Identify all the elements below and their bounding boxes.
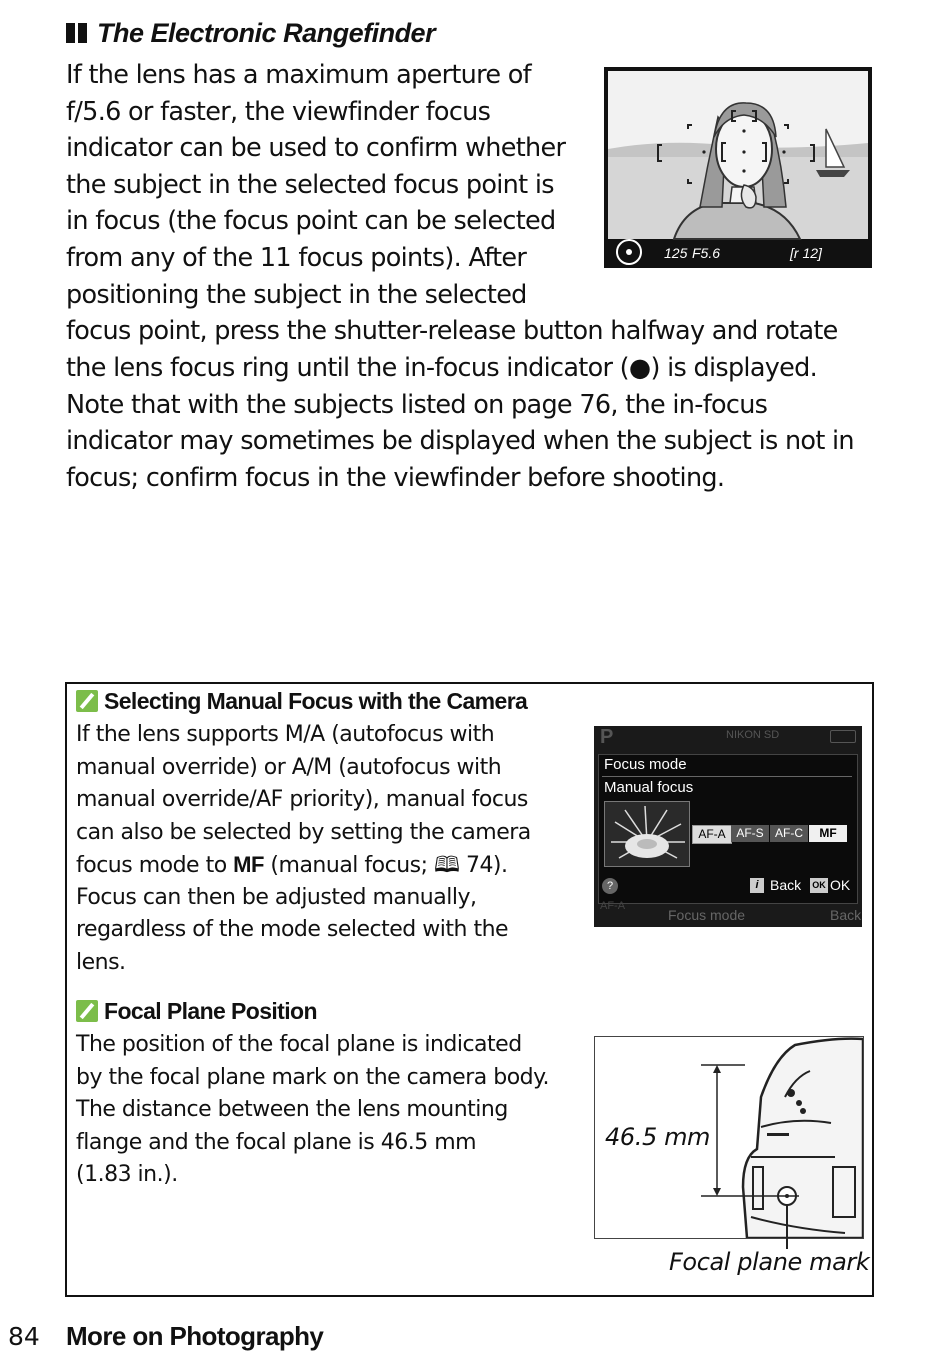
bottom-back-label: Back — [830, 907, 862, 923]
page-number: 84 — [8, 1322, 40, 1351]
mf-bold: MF — [233, 852, 264, 877]
note-line: If the lens supports M/A (autofocus with — [76, 722, 495, 747]
note-manual-title — [76, 688, 527, 715]
option-af-s[interactable]: AF-S — [731, 825, 769, 842]
body-line: focus point, press the shutter-release button halfway and rotate — [66, 316, 838, 346]
note-focal-title-text: Focal Plane Position — [104, 998, 317, 1024]
note-line: manual override/AF priority), manual focus — [76, 787, 528, 812]
bottom-left-label: AF-A — [600, 900, 626, 912]
note-line — [76, 849, 508, 883]
note-line: Focus can then be adjusted manually, — [76, 885, 477, 910]
body-line: If the lens has a maximum aperture of — [66, 60, 531, 90]
option-mf[interactable]: MF — [809, 825, 847, 842]
heading-marker-icon — [78, 23, 87, 43]
in-focus-indicator-icon — [616, 239, 642, 265]
menu-divider — [602, 776, 852, 777]
option-af-c[interactable]: AF-C — [770, 825, 808, 842]
note-line-text: focus mode to — [76, 853, 234, 878]
flower-image — [605, 802, 689, 866]
viewfinder-illustration — [604, 67, 872, 268]
note-line: The distance between the lens mounting — [76, 1097, 508, 1122]
viewfinder-shutter: 125 — [664, 245, 688, 261]
camera-menu-screen — [594, 726, 862, 927]
focal-plane-caption: Focal plane mark — [669, 1248, 870, 1276]
body-line: from any of the 11 focus points). After — [66, 243, 527, 273]
note-line-text: (manual focus; 🕮 74). — [263, 853, 508, 878]
back-label[interactable]: Back — [770, 877, 802, 893]
bottom-mode-label: Focus mode — [668, 907, 746, 923]
note-manual-title-text: Selecting Manual Focus with the Camera — [104, 688, 528, 714]
viewfinder-scene — [604, 67, 872, 268]
note-focal-title — [76, 998, 317, 1025]
body-line: Note that with the subjects listed on page 76, the in-focus — [66, 390, 768, 420]
viewfinder-frames: [r 12] — [790, 245, 822, 261]
note-line: regardless of the mode selected with the — [76, 917, 509, 942]
body-line: f/5.6 or faster, the viewfinder focus — [66, 97, 491, 127]
body-line: focus; confirm focus in the viewfinder before shooting. — [66, 463, 725, 493]
ok-badge-icon: OK — [810, 878, 828, 893]
body-line: the subject in the selected focus point is — [66, 170, 554, 200]
pencil-icon — [76, 690, 98, 712]
chapter-title: More on Photography — [66, 1321, 324, 1351]
note-line: (1.83 in.). — [76, 1162, 178, 1187]
camera-body-diagram — [594, 1036, 864, 1239]
note-line: by the focal plane mark on the camera body. — [76, 1065, 550, 1090]
help-icon[interactable]: ? — [602, 878, 618, 894]
menu-subtitle: Manual focus — [604, 779, 694, 796]
flower-thumbnail — [604, 801, 690, 867]
top-status: NIKON SD — [726, 729, 780, 741]
section-heading — [66, 18, 435, 49]
note-line: manual override) or A/M (autofocus with — [76, 755, 502, 780]
viewfinder-aperture: F5.6 — [692, 245, 721, 261]
info-badge-icon: i — [750, 878, 764, 893]
body-line: indicator may sometimes be displayed when the subject is not in — [66, 426, 854, 456]
body-line: positioning the subject in the selected — [66, 280, 527, 310]
section-heading-text: The Electronic Rangefinder — [97, 18, 436, 48]
body-line: indicator can be used to confirm whether — [66, 133, 566, 163]
mode-letter: P — [600, 726, 614, 748]
note-line: flange and the focal plane is 46.5 mm — [76, 1130, 477, 1155]
pencil-icon — [76, 1000, 98, 1022]
menu-title: Focus mode — [604, 756, 687, 773]
note-line: can also be selected by setting the camera — [76, 820, 531, 845]
body-line: the lens focus ring until the in-focus indicator (●) is displayed. — [66, 353, 818, 383]
heading-marker-icon — [66, 23, 75, 43]
option-af-a[interactable]: AF-A — [692, 825, 732, 844]
dimension-label: 46.5 mm — [605, 1123, 711, 1151]
ok-label[interactable]: OK — [830, 877, 851, 893]
note-line: The position of the focal plane is indicated — [76, 1032, 522, 1057]
battery-icon — [830, 730, 856, 743]
body-line: in focus (the focus point can be selected — [66, 206, 556, 236]
note-line: lens. — [76, 950, 126, 975]
